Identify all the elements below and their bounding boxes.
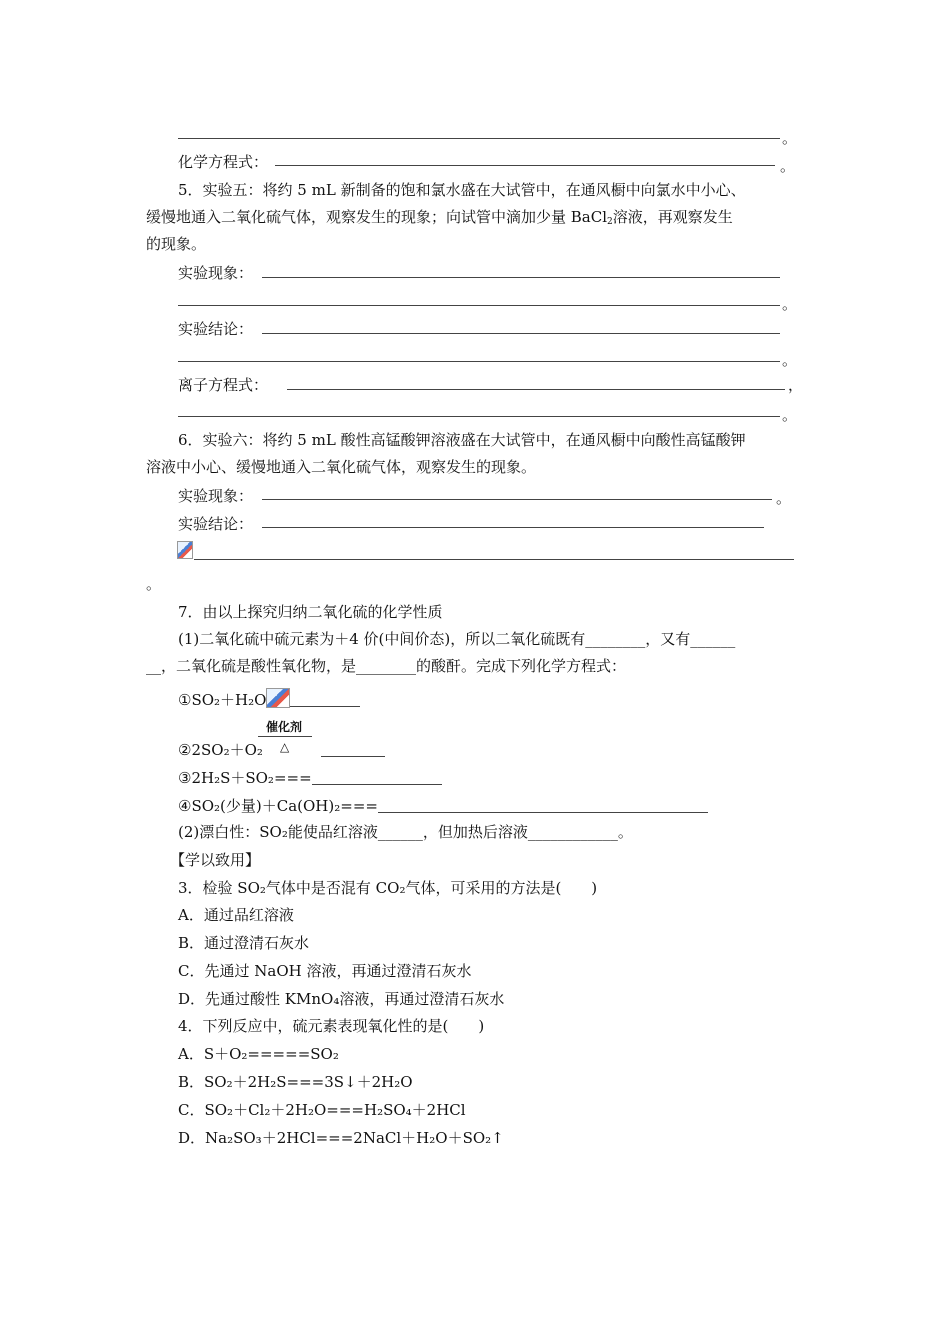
period: 。 bbox=[780, 157, 796, 175]
answer-line[interactable] bbox=[262, 277, 780, 278]
q6-text-line2: 溶液中小心、缓慢地通入二氧化硫气体，观察发生的现象。 bbox=[146, 458, 537, 476]
answer-line[interactable] bbox=[275, 165, 775, 166]
q7-part1-line1: (1)二氧化硫中硫元素为＋4 价(中间价态)，所以二氧化硫既有________，又有______ bbox=[178, 630, 736, 648]
answer-line[interactable] bbox=[178, 361, 780, 362]
period: 。 bbox=[782, 295, 798, 313]
catalyst-label: 催化剂 bbox=[266, 720, 303, 734]
period: 。 bbox=[782, 129, 798, 147]
period: 。 bbox=[782, 406, 798, 424]
period: 。 bbox=[782, 351, 798, 369]
answer-line[interactable] bbox=[194, 559, 794, 560]
equation-label: 化学方程式： bbox=[178, 153, 269, 171]
equation-4: ④SO₂(少量)＋Ca(OH)₂=== bbox=[178, 796, 708, 816]
question-3: 3．检验 SO₂气体中是否混有 CO₂气体，可采用的方法是( ) bbox=[178, 879, 598, 897]
equation-blank[interactable] bbox=[378, 798, 708, 813]
q3-option-d[interactable]: D．先通过酸性 KMnO₄溶液，再通过澄清石灰水 bbox=[178, 990, 505, 1008]
reaction-arrow bbox=[258, 736, 312, 737]
q6-text-line1: 6．实验六：将约 5 mL 酸性高锰酸钾溶液盛在大试管中，在通风橱中向酸性高锰酸钾 bbox=[178, 431, 746, 449]
phenomenon-label: 实验现象： bbox=[178, 487, 254, 505]
equation-blank[interactable] bbox=[290, 692, 360, 707]
q5-text-line3: 的现象。 bbox=[146, 235, 207, 253]
q4-option-a[interactable]: A．S＋O₂=====SO₂ bbox=[178, 1045, 339, 1063]
q3-option-b[interactable]: B．通过澄清石灰水 bbox=[178, 934, 310, 952]
q5-text-line1: 5．实验五：将约 5 mL 新制备的饱和氯水盛在大试管中，在通风橱中向氯水中小心、 bbox=[178, 181, 746, 199]
q7-part2: (2)漂白性：SO₂能使品红溶液______，但加热后溶液____________。 bbox=[178, 823, 633, 841]
answer-line[interactable] bbox=[178, 138, 780, 139]
period: 。 bbox=[146, 575, 162, 593]
equation-blank[interactable] bbox=[321, 742, 385, 757]
comma: ， bbox=[788, 376, 804, 394]
phenomenon-label: 实验现象： bbox=[178, 264, 254, 282]
practice-heading: 【学以致用】 bbox=[170, 851, 261, 869]
broken-image-icon bbox=[177, 541, 193, 559]
question-4: 4．下列反应中，硫元素表现氧化性的是( ) bbox=[178, 1017, 485, 1035]
ionic-equation-label: 离子方程式： bbox=[178, 376, 269, 394]
q3-option-a[interactable]: A．通过品红溶液 bbox=[178, 906, 294, 924]
q7-part1-line2: __，二氧化硫是酸性氧化物，是________的酸酐。完成下列化学方程式： bbox=[146, 657, 627, 675]
equation-3: ③2H₂S＋SO₂=== bbox=[178, 768, 442, 788]
answer-line[interactable] bbox=[287, 389, 785, 390]
answer-line[interactable] bbox=[262, 333, 780, 334]
answer-line[interactable] bbox=[178, 416, 780, 417]
equation-1: ①SO₂＋H₂O bbox=[178, 688, 360, 710]
q4-option-d[interactable]: D．Na₂SO₃＋2HCl===2NaCl＋H₂O＋SO₂↑ bbox=[178, 1129, 504, 1147]
q4-option-b[interactable]: B．SO₂＋2H₂S===3S↓＋2H₂O bbox=[178, 1073, 413, 1091]
q3-option-c[interactable]: C．先通过 NaOH 溶液，再通过澄清石灰水 bbox=[178, 962, 472, 980]
conclusion-label: 实验结论： bbox=[178, 515, 254, 533]
q7-title: 7．由以上探究归纳二氧化硫的化学性质 bbox=[178, 603, 443, 621]
equation-2: ②2SO₂＋O₂ bbox=[178, 740, 385, 760]
q5-text-line2: 缓慢地通入二氧化硫气体，观察发生的现象；向试管中滴加少量 BaCl$_2$溶液，再观察发生 bbox=[146, 208, 733, 227]
answer-line[interactable] bbox=[178, 305, 780, 306]
reversible-arrow-icon bbox=[266, 688, 290, 708]
answer-line[interactable] bbox=[262, 527, 764, 528]
equation-blank[interactable] bbox=[312, 770, 442, 785]
q4-option-c[interactable]: C．SO₂＋Cl₂＋2H₂O===H₂SO₄＋2HCl bbox=[178, 1101, 466, 1119]
period: 。 bbox=[776, 489, 792, 507]
conclusion-label: 实验结论： bbox=[178, 320, 254, 338]
answer-line[interactable] bbox=[262, 499, 772, 500]
heat-symbol: △ bbox=[280, 740, 290, 754]
